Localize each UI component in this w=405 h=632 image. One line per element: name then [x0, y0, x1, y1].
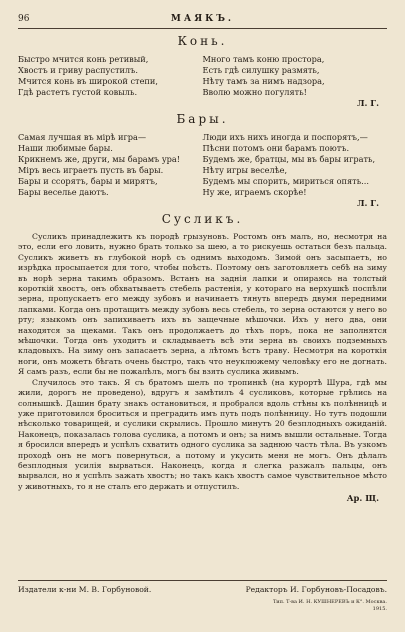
- poem-line: Гдѣ растетъ густой ковыль.: [18, 87, 138, 97]
- poem-line: Ну же, играемъ скорѣе!: [202, 187, 307, 197]
- poem-line: Мчится конь въ широкой степи,: [18, 76, 158, 86]
- page-footer: [18, 580, 387, 613]
- publisher-credit: Издатели к-ни М. В. Горбуновой.: [18, 585, 152, 594]
- print-year: 1915.: [372, 606, 387, 612]
- poem-body: [18, 132, 387, 198]
- poem-signature: Л. Г.: [357, 198, 379, 208]
- poem-right-column: [203, 132, 388, 198]
- poem-line: Нѣту игры веселѣе,: [202, 165, 288, 175]
- poem-title: Бары.: [176, 112, 229, 126]
- page-number: 96: [18, 14, 30, 24]
- poem-line: Много тамъ коню простора,: [202, 54, 325, 64]
- poem-line: Есть гдѣ силушку размять,: [202, 65, 320, 75]
- printer-name: Тип. Т-ва И. Н. КУШНЕРЕВЪ и К°. Москва.: [272, 599, 387, 605]
- poem-body: [18, 54, 387, 98]
- article-paragraph: Случилось это такъ. Я съ братомъ шелъ по тропинкѣ (на курортѣ Шура, гдѣ мы жили, дорогъ не проведено), вдругъ я замѣтилъ 4 сусликовъ, которые грѣлись на солнышкѣ. Дашин брату знакъ остановиться, я пробрался вдоль стѣны къ полѣнницѣ и уже приготовился броситься и преградить имъ путь подъ полѣнницу. Но тутъ подошли нѣсколько товарищей, и суслики скрылись. Прошло минутъ 20 безплодныхъ ожиданій. Наконецъ, показалась голова суслика, а потомъ и онъ; за нимъ вышли остальные. Тогда я бросился впередъ и успѣлъ схватить одного суслика за заднюю часть тѣла. Въ узкомъ проходѣ онъ не могъ повернуться, а потому и укусить меня не могъ. Онъ дѣлалъ безплодныя усилія вырваться. Наконецъ, когда я слегка разжалъ пальцы, онъ вырвался, но я успѣлъ зажать хвостъ; но такъ какъ хвостъ самое чувствительное мѣсто у животныхъ, то я не сталъ его держать и отпустилъ.: [18, 377, 387, 491]
- article-body: [18, 232, 387, 492]
- poem-line: Быстро мчится конь ретивый,: [18, 54, 149, 64]
- poem-line: Люди ихъ нихъ иногда и поспорятъ,—: [202, 132, 368, 142]
- article-title: Сусликъ.: [161, 212, 244, 226]
- poem-line: Будемъ мы спорить, мириться опять...: [202, 176, 369, 186]
- poem-signature: Л. Г.: [357, 98, 379, 108]
- article-signature: Ар. Щ.: [346, 493, 379, 504]
- poem-line: Наши любимые бары.: [18, 143, 113, 153]
- editor-credit: Редакторъ И. Горбуновъ-Посадовъ.: [245, 585, 387, 594]
- poem-line: Вволю можно погулять!: [202, 87, 307, 97]
- poem-line: Бары веселье даютъ.: [18, 187, 109, 197]
- poem-line: Крикнемъ же, други, мы барамъ ура!: [18, 154, 181, 164]
- poem-line: Хвостъ и гриву распустилъ.: [18, 65, 138, 75]
- journal-title: МАЯКЪ.: [170, 14, 235, 24]
- page-header: [18, 14, 387, 29]
- article-paragraph: Сусликъ принадлежитъ къ породѣ грызуновъ. Ростомъ онъ малъ, но, несмотря на это, если его ловить, нужно брать только за шею, а то рискуешь остаться безъ пальца. Сусликъ живетъ въ глубокой норѣ съ однимъ выходомъ. Зимой онъ засыпаетъ, но изрѣдка просыпается для того, чтобы поѣсть. Поэтому онъ заготовляетъ себѣ на зиму въ норѣ зерна такимъ образомъ. Встанъ на заднія лапки и опираясь на толстый короткій хвостъ, онъ обхватываетъ стебель растенія, у котораго на верхушкѣ поспѣли зерна, пропускаетъ его между зубовъ и начинаетъ тянуть впередъ двумя передними лапками. Когда онъ протащитъ между зубовъ весь стебель, то зерна остаются у него во рту; языкомъ онъ запихиваетъ ихъ въ защечные мѣшочки. Ихъ у него два, они находятся за щеками. Такъ онъ продолжаетъ до тѣхъ поръ, пока не заполнятся мѣшочки. Тогда онъ уходитъ и складываетъ всѣ эти зерна въ своихъ подземныхъ кладовыхъ. На зиму онъ запасаетъ зерна, а лѣтомъ ѣстъ траву. Несмотря на короткія ноги, онъ можетъ бѣгать очень быстро, такъ что неуклюжему человѣку его не догнать. Я самъ разъ, если бы не пожалѣлъ, могъ бы взять суслика живымъ.: [18, 232, 387, 377]
- poem-line: Самая лучшая въ мірѣ игра—: [18, 132, 147, 142]
- poem-line: Міръ весь играетъ пусть въ бары.: [18, 165, 164, 175]
- poem-left-column: [18, 132, 203, 198]
- poem-line: Нѣту тамъ за нимъ надзора,: [202, 76, 325, 86]
- printer-imprint: [18, 599, 387, 613]
- poem-line: Бары и ссорятъ, бары и мирятъ,: [18, 176, 158, 186]
- poem-right-column: [203, 54, 388, 98]
- poem-title: Конь.: [177, 34, 228, 48]
- poem-line: Пѣсни потомъ они барамъ поютъ.: [202, 143, 350, 153]
- poem-line: Будемъ же, братцы, мы въ бары играть,: [202, 154, 376, 164]
- poem-left-column: [18, 54, 203, 98]
